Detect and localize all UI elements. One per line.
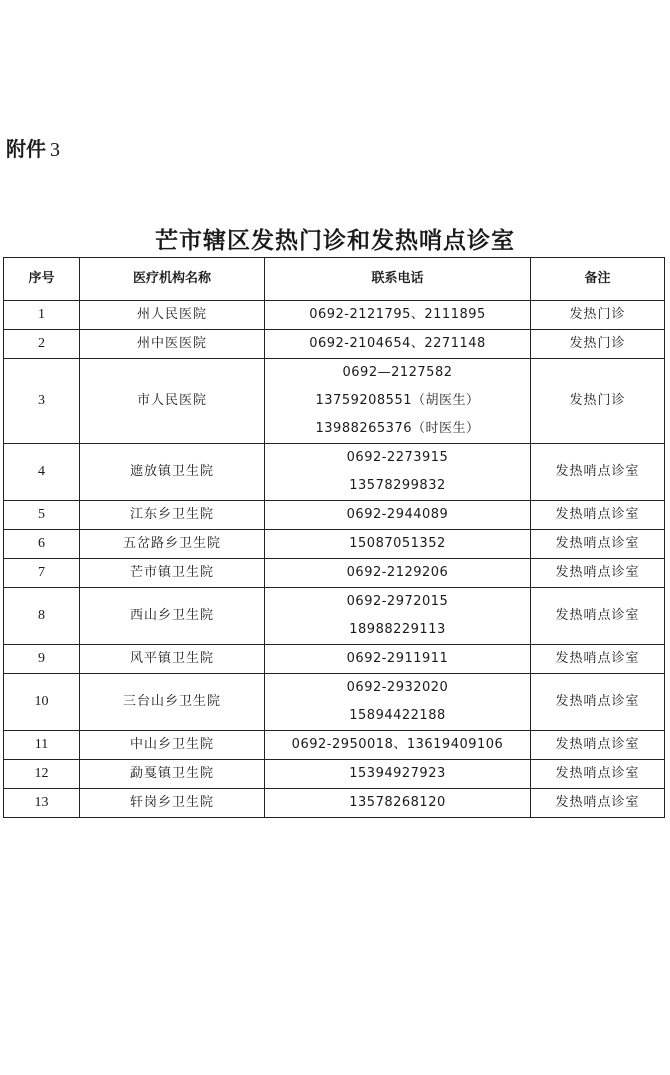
row-phone <box>265 789 531 818</box>
row-phone <box>265 359 531 444</box>
row-phone <box>265 501 531 530</box>
table-row <box>4 588 665 645</box>
table-row <box>4 330 665 359</box>
row-note: 发热哨点诊室 <box>531 674 665 731</box>
header-org: 医疗机构名称 <box>80 258 265 301</box>
row-note: 发热哨点诊室 <box>531 731 665 760</box>
row-note: 发热门诊 <box>531 301 665 330</box>
row-phone <box>265 301 531 330</box>
phone-line: 15394927923 <box>349 766 446 781</box>
row-org: 轩岗乡卫生院 <box>80 789 265 818</box>
row-org: 五岔路乡卫生院 <box>80 530 265 559</box>
row-note: 发热哨点诊室 <box>531 501 665 530</box>
row-phone <box>265 645 531 674</box>
phone-line: 15087051352 <box>349 536 446 551</box>
row-seq: 10 <box>4 674 80 731</box>
row-org: 市人民医院 <box>80 359 265 444</box>
phone-line: 13988265376（时医生） <box>315 421 480 436</box>
row-seq: 4 <box>4 444 80 501</box>
row-phone <box>265 530 531 559</box>
phone-line: 18988229113 <box>349 622 446 637</box>
phone-line: 0692-2129206 <box>346 565 449 580</box>
table-row <box>4 760 665 789</box>
table-row <box>4 674 665 731</box>
table-row <box>4 444 665 501</box>
row-org: 江东乡卫生院 <box>80 501 265 530</box>
phone-line: 15894422188 <box>349 708 446 723</box>
table-row <box>4 359 665 444</box>
table-row <box>4 301 665 330</box>
row-seq: 2 <box>4 330 80 359</box>
header-seq: 序号 <box>4 258 80 301</box>
header-phone: 联系电话 <box>265 258 531 301</box>
row-note: 发热哨点诊室 <box>531 760 665 789</box>
table-row <box>4 645 665 674</box>
phone-line: 0692-2121795、2111895 <box>309 307 486 322</box>
row-note: 发热门诊 <box>531 359 665 444</box>
phone-line: 13578268120 <box>349 795 446 810</box>
row-seq: 3 <box>4 359 80 444</box>
phone-line: 0692-2972015 <box>346 594 449 609</box>
row-phone <box>265 559 531 588</box>
row-note: 发热哨点诊室 <box>531 789 665 818</box>
phone-line: 0692-2911911 <box>346 651 449 666</box>
row-org: 勐戛镇卫生院 <box>80 760 265 789</box>
clinic-table <box>3 257 665 818</box>
row-seq: 9 <box>4 645 80 674</box>
header-note: 备注 <box>531 258 665 301</box>
table-row <box>4 789 665 818</box>
phone-line: 0692-2950018、13619409106 <box>291 737 504 752</box>
row-seq: 6 <box>4 530 80 559</box>
attachment-number: 3 <box>50 139 60 161</box>
row-org: 州中医医院 <box>80 330 265 359</box>
row-seq: 8 <box>4 588 80 645</box>
row-note: 发热哨点诊室 <box>531 559 665 588</box>
phone-line: 13578299832 <box>349 478 446 493</box>
row-note: 发热哨点诊室 <box>531 645 665 674</box>
table-row <box>4 731 665 760</box>
attachment-label <box>6 133 60 162</box>
row-org: 三台山乡卫生院 <box>80 674 265 731</box>
row-seq: 5 <box>4 501 80 530</box>
phone-line: 0692-2104654、2271148 <box>309 336 486 351</box>
row-note: 发热哨点诊室 <box>531 444 665 501</box>
phone-line: 13759208551（胡医生） <box>315 393 480 408</box>
row-seq: 12 <box>4 760 80 789</box>
table-body <box>4 301 665 818</box>
row-phone <box>265 444 531 501</box>
row-org: 中山乡卫生院 <box>80 731 265 760</box>
phone-line: 0692-2273915 <box>346 450 449 465</box>
row-org: 芒市镇卫生院 <box>80 559 265 588</box>
row-org: 遮放镇卫生院 <box>80 444 265 501</box>
row-org: 西山乡卫生院 <box>80 588 265 645</box>
attachment-text: 附件 <box>6 137 46 161</box>
row-seq: 13 <box>4 789 80 818</box>
page-title: 芒市辖区发热门诊和发热哨点诊室 <box>155 227 515 254</box>
row-note: 发热哨点诊室 <box>531 530 665 559</box>
row-phone <box>265 760 531 789</box>
table-row <box>4 530 665 559</box>
row-seq: 7 <box>4 559 80 588</box>
table-header-row <box>4 258 665 301</box>
row-note: 发热哨点诊室 <box>531 588 665 645</box>
row-phone <box>265 674 531 731</box>
row-note: 发热门诊 <box>531 330 665 359</box>
row-phone <box>265 588 531 645</box>
phone-line: 0692—2127582 <box>342 365 453 380</box>
row-phone <box>265 731 531 760</box>
phone-line: 0692-2944089 <box>346 507 449 522</box>
row-phone <box>265 330 531 359</box>
table-row <box>4 559 665 588</box>
phone-line: 0692-2932020 <box>346 680 449 695</box>
row-org: 州人民医院 <box>80 301 265 330</box>
row-org: 风平镇卫生院 <box>80 645 265 674</box>
row-seq: 11 <box>4 731 80 760</box>
table-row <box>4 501 665 530</box>
row-seq: 1 <box>4 301 80 330</box>
